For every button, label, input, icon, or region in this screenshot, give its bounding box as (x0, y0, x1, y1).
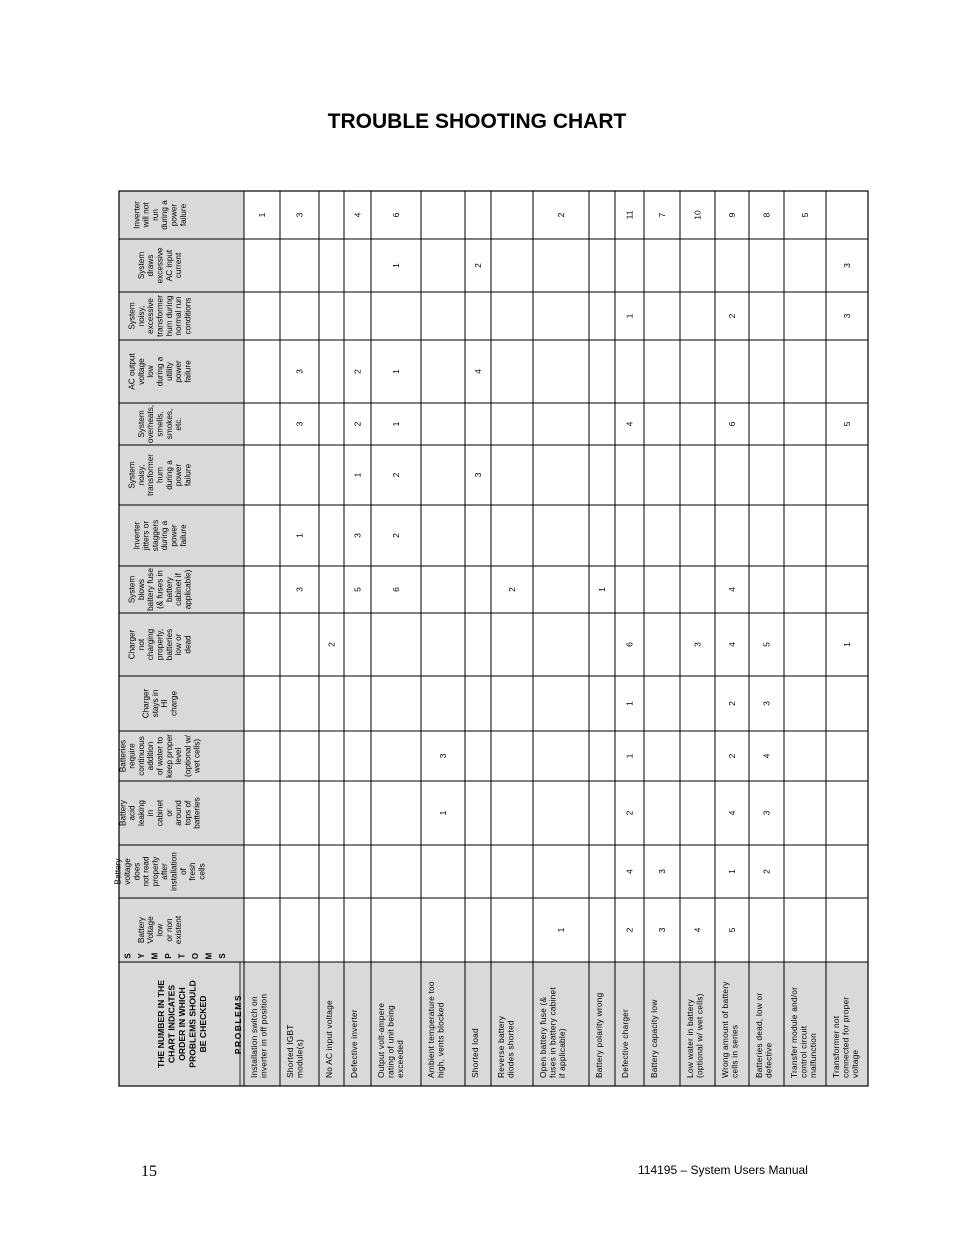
check-order-value: 2 (727, 701, 737, 706)
symptom-header-line: failure (178, 524, 188, 547)
check-order-value: 3 (294, 421, 305, 427)
symptom-header-line: low or (174, 633, 184, 656)
check-order-value: 5 (800, 212, 810, 218)
corner-note-line: BE CHECKED (198, 995, 208, 1053)
problem-label-line: Ambient temperature too (426, 981, 436, 1078)
check-order-value: 7 (657, 212, 667, 218)
symptoms-label-letter: M (204, 952, 214, 960)
problem-label (324, 1000, 334, 1078)
check-order-value: 1 (624, 701, 635, 706)
symptom-header-line: excessive (146, 298, 156, 334)
check-order-value: 3 (657, 869, 667, 874)
symptom-header-line: installation (169, 852, 179, 891)
page-number: 15 (141, 1163, 157, 1180)
symptom-header-line: during a (164, 460, 174, 490)
symptom-header-line: Battery (136, 917, 146, 943)
symptom-header-line: fresh (188, 862, 198, 881)
problem-label-line: Low water in battery (685, 999, 695, 1078)
check-order-value: 3 (438, 753, 448, 759)
problem-label-line: voltage (849, 1049, 860, 1078)
problem-label-line: diodes shorted (505, 1020, 516, 1078)
check-order-value: 4 (473, 369, 483, 374)
symptom-header-line: power (169, 524, 179, 547)
check-order-value: 1 (624, 753, 635, 759)
problem-label-line: defective (763, 1042, 774, 1078)
problem-label-line: Shorted IGBT (285, 1024, 295, 1078)
symptom-header-line: failure (178, 203, 188, 227)
problem-label (470, 1028, 480, 1078)
symptom-header-line: current (174, 252, 184, 279)
problem-label-line: Batteries dead, low or (754, 992, 764, 1078)
symptom-header-line: noisy, (136, 464, 146, 486)
problem-label-line: (optional w/ wet cells) (694, 993, 705, 1078)
check-order-value: 6 (391, 587, 401, 592)
check-order-value: 3 (761, 701, 772, 706)
check-order-value: 10 (692, 210, 703, 220)
problems-label (233, 994, 243, 1054)
check-order-value: 4 (692, 927, 703, 933)
check-order-value: 4 (727, 587, 737, 592)
symptom-header (132, 520, 188, 551)
symptom-header-line: normal run (174, 296, 184, 336)
check-order-value: 3 (294, 587, 305, 592)
symptom-header-line: run (150, 209, 160, 221)
symptom-header-line: level (174, 747, 184, 765)
symptom-header-line: (optional w/ (183, 735, 193, 777)
symptom-header-line: power (174, 360, 184, 383)
check-order-value: 1 (597, 587, 607, 592)
symptom-header-line: leaking (136, 800, 146, 826)
problem-label-line: module(s) (294, 1038, 305, 1078)
check-order-value: 3 (294, 369, 305, 374)
check-order-value: 2 (473, 263, 483, 268)
check-order-value: 4 (352, 212, 363, 218)
symptom-header-line: keep proper (164, 734, 174, 778)
check-order-value: 8 (761, 212, 772, 218)
check-order-value: 4 (624, 869, 635, 874)
symptom-header-line: cabinet (155, 799, 165, 827)
check-order-value: 2 (624, 810, 635, 816)
symptom-header-line: utility (164, 362, 174, 381)
symptom-header-line: low (155, 923, 165, 937)
problem-label-line: Reverse battery (496, 1015, 506, 1078)
symptom-header-line: Charger (127, 629, 137, 660)
symptom-header-line: overheats, (146, 404, 156, 444)
symptom-header-line: not read (141, 856, 151, 887)
symptom-header-line: batteries (192, 797, 202, 829)
symptom-header-line: (& fuses in (155, 570, 165, 609)
check-order-value: 9 (727, 212, 737, 218)
check-order-value: 2 (352, 421, 363, 427)
symptom-header-line: properly, (155, 628, 165, 661)
symptom-header-line: charge (169, 690, 179, 717)
check-order-value: 1 (391, 369, 401, 374)
problem-label-line: rating of unit being (385, 1005, 396, 1078)
symptom-header-line: existent (174, 915, 184, 945)
check-order-value: 3 (761, 810, 772, 816)
symptom-header-line: or non (164, 918, 174, 942)
problem-label-line: Defective inverter (349, 1009, 359, 1078)
check-order-value: 4 (727, 642, 737, 647)
check-order-value: 2 (507, 587, 517, 592)
symptoms-label-letter: S (123, 953, 133, 959)
symptoms-label-letter: M (150, 952, 160, 960)
symptom-header-line: applicable) (183, 569, 193, 610)
check-order-value: 5 (761, 642, 772, 647)
problem-label-line: connected for proper (840, 996, 851, 1078)
check-order-value: 2 (391, 472, 401, 478)
symptom-header-line: in (146, 809, 156, 817)
problem-label-line: if applicable) (556, 1028, 567, 1078)
symptom-header-line: acid (127, 805, 137, 821)
symptom-header-line: after (160, 863, 170, 880)
check-order-value: 5 (352, 587, 363, 592)
check-order-value: 3 (473, 472, 483, 478)
symptom-header (132, 200, 188, 230)
problem-label-line: cells in series (729, 1024, 740, 1078)
check-order-value: 1 (294, 533, 305, 538)
symptom-header-line: AC input (164, 249, 174, 282)
symptom-header-line: batteries (164, 628, 174, 661)
symptom-header-line: Voltage (146, 916, 156, 944)
check-order-value: 2 (727, 313, 737, 319)
symptom-header-line: smokes, (164, 408, 174, 440)
symptom-header-line: transformer (146, 454, 156, 496)
check-order-value: 2 (352, 369, 363, 374)
problem-label-line: No AC input voltage (324, 1000, 334, 1078)
check-order-value: 5 (842, 421, 852, 427)
problem-label-line: Shorted load (470, 1028, 480, 1078)
corner-note-line: ORDER IN WHICH (177, 987, 187, 1061)
symptoms-label-letter: T (177, 953, 187, 959)
check-order-value: 3 (352, 533, 363, 538)
check-order-value: 3 (692, 642, 703, 647)
symptom-header-line: will not (141, 202, 151, 228)
symptom-header-line: System (136, 251, 146, 280)
symptom-header-line: HI (160, 699, 170, 708)
check-order-value: 1 (391, 263, 401, 268)
symptom-header-line: of water to (155, 736, 165, 776)
check-order-value: 11 (624, 210, 635, 220)
symptom-header-line: System (127, 302, 137, 330)
symptom-header-line: during a (160, 200, 170, 230)
check-order-value: 1 (391, 421, 401, 427)
symptom-header-line: of (178, 868, 188, 875)
symptom-header-line: tops of (183, 800, 193, 826)
symptom-header-line: addition (146, 741, 156, 771)
symptom-header-line: during a (160, 520, 170, 551)
problem-label-line: malfunction (807, 1032, 818, 1078)
symptom-header-line: battery (164, 576, 174, 603)
symptom-header-line: smells, (155, 411, 165, 437)
check-order-value: 2 (391, 533, 401, 538)
symptoms-label-letter: P (164, 953, 173, 959)
check-order-value: 6 (624, 642, 635, 647)
symptom-header-line: around (174, 800, 184, 826)
symptom-header-line: AC output (127, 353, 137, 390)
problem-label (620, 1009, 630, 1078)
problem-label-line: high, vents blocked (435, 1002, 446, 1078)
symptoms-label-letter: O (191, 952, 200, 960)
symptom-header-line: during a (155, 356, 165, 387)
problem-label-line: Installation switch on (249, 996, 259, 1078)
symptom-header-line: stays in (150, 689, 160, 718)
problem-label-line: Wrong amount of battery (720, 981, 730, 1078)
symptom-header-line: require (127, 743, 137, 769)
symptom-header-line: excessive (155, 247, 165, 284)
problem-label (649, 999, 659, 1078)
symptom-header-line: Inverter (132, 201, 142, 229)
check-order-value: 2 (761, 869, 772, 874)
check-order-value: 6 (391, 212, 401, 218)
problems-label-line: PROBLEMS (233, 993, 243, 1055)
symptom-header-line: Battery (118, 800, 128, 826)
problem-label-line: Output volt-ampere (376, 1002, 386, 1078)
problem-label (349, 1009, 359, 1078)
check-order-value: 2 (624, 927, 635, 933)
problem-label (594, 992, 604, 1078)
check-order-value: 2 (556, 212, 566, 218)
check-order-value: 5 (727, 927, 737, 933)
problem-label-line: exceeded (394, 1040, 405, 1078)
symptom-header-line: transformer (155, 295, 165, 337)
problem-label-line: Defective charger (620, 1008, 630, 1078)
symptom-header-line: staggers (150, 519, 160, 552)
check-order-value: 4 (727, 810, 737, 816)
symptom-header-line: conditions (183, 297, 193, 335)
problem-label (496, 1015, 515, 1078)
check-order-value: 4 (624, 421, 635, 427)
symptom-header-line: Batteries (118, 739, 128, 773)
symptom-header-line: charging (146, 628, 156, 661)
symptom-header-line: cabinet if (174, 573, 184, 606)
symptom-header-line: failure (183, 463, 193, 487)
symptom-header-line: hum (155, 467, 165, 483)
symptom-header-line: Charger (141, 688, 151, 719)
check-order-value: 6 (727, 421, 737, 427)
corner-note-line: CHART INDICATES (166, 984, 177, 1064)
symptom-header-line: battery fuse (146, 568, 156, 611)
symptom-header-line: power (169, 203, 179, 227)
check-order-value: 2 (727, 753, 737, 759)
symptom-header-line: draws (146, 254, 156, 277)
symptom-header-line: Battery (113, 858, 123, 885)
check-order-value: 1 (624, 313, 635, 319)
problem-label-line: fuses in battery cabinet (547, 987, 558, 1078)
check-order-value: 4 (761, 753, 772, 759)
symptom-header-line: etc. (174, 417, 184, 431)
symptom-header-line: voltage (136, 358, 146, 385)
check-order-value: 3 (842, 313, 852, 319)
page-title: TROUBLE SHOOTING CHART (327, 110, 627, 133)
symptom-header-line: wet cells) (192, 738, 202, 774)
problem-label-line: Open battery fuse (& (538, 996, 548, 1078)
symptoms-label-letter: Y (137, 953, 146, 959)
symptom-header-line: System (127, 575, 137, 604)
symptom-header-line: Inverter (132, 521, 142, 550)
symptom-header-line: blows (136, 579, 146, 600)
symptom-header-line: power (174, 463, 184, 487)
symptoms-label-letter: S (218, 953, 227, 959)
symptom-header-line: System (136, 410, 146, 438)
symptom-header-line: or (164, 809, 174, 817)
problem-label (685, 993, 704, 1078)
symptom-header-line: does (132, 862, 142, 881)
check-order-value: 2 (326, 642, 337, 647)
symptom-header-line: cells (197, 863, 207, 880)
problem-label-line: Transformer not (831, 1015, 841, 1078)
symptom-header-line: failure (183, 360, 193, 383)
problem-label-line: Battery polarity wrong (594, 992, 604, 1078)
symptom-header-line: noisy, (136, 305, 146, 327)
symptom-header-line: System (127, 461, 137, 489)
check-order-value: 3 (842, 263, 852, 268)
symptom-header-line: properly (150, 856, 160, 887)
problem-label (249, 994, 268, 1078)
symptom-header-line: continuous (136, 736, 146, 776)
problem-label-line: Transfer module and/or (789, 986, 799, 1078)
check-order-value: 1 (257, 212, 267, 218)
symptom-header-line: not (136, 638, 146, 651)
check-order-value: 3 (294, 212, 305, 218)
problem-label-line: Battery capacity low (649, 999, 659, 1078)
check-order-value: 1 (556, 927, 566, 933)
symptom-header-line: low (146, 365, 156, 378)
check-order-value: 1 (727, 869, 737, 874)
check-order-value: 3 (657, 927, 667, 933)
symptom-header-line: hum during (164, 295, 174, 337)
corner-note-line: PROBLEMS SHOULD (187, 980, 198, 1068)
problem-label-line: control circuit (798, 1025, 809, 1078)
check-order-value: 1 (352, 472, 363, 478)
check-order-value: 1 (842, 642, 852, 647)
corner-note-line: THE NUMBER IN THE (156, 980, 166, 1068)
problem-label-line: inverter in off position (258, 993, 269, 1078)
document-label: 114195 – System Users Manual (638, 1163, 808, 1177)
symptom-header-line: voltage (122, 858, 132, 885)
check-order-value: 1 (438, 810, 448, 816)
symptom-header-line: jitters or (141, 520, 151, 551)
symptom-header-line: dead (183, 635, 193, 654)
